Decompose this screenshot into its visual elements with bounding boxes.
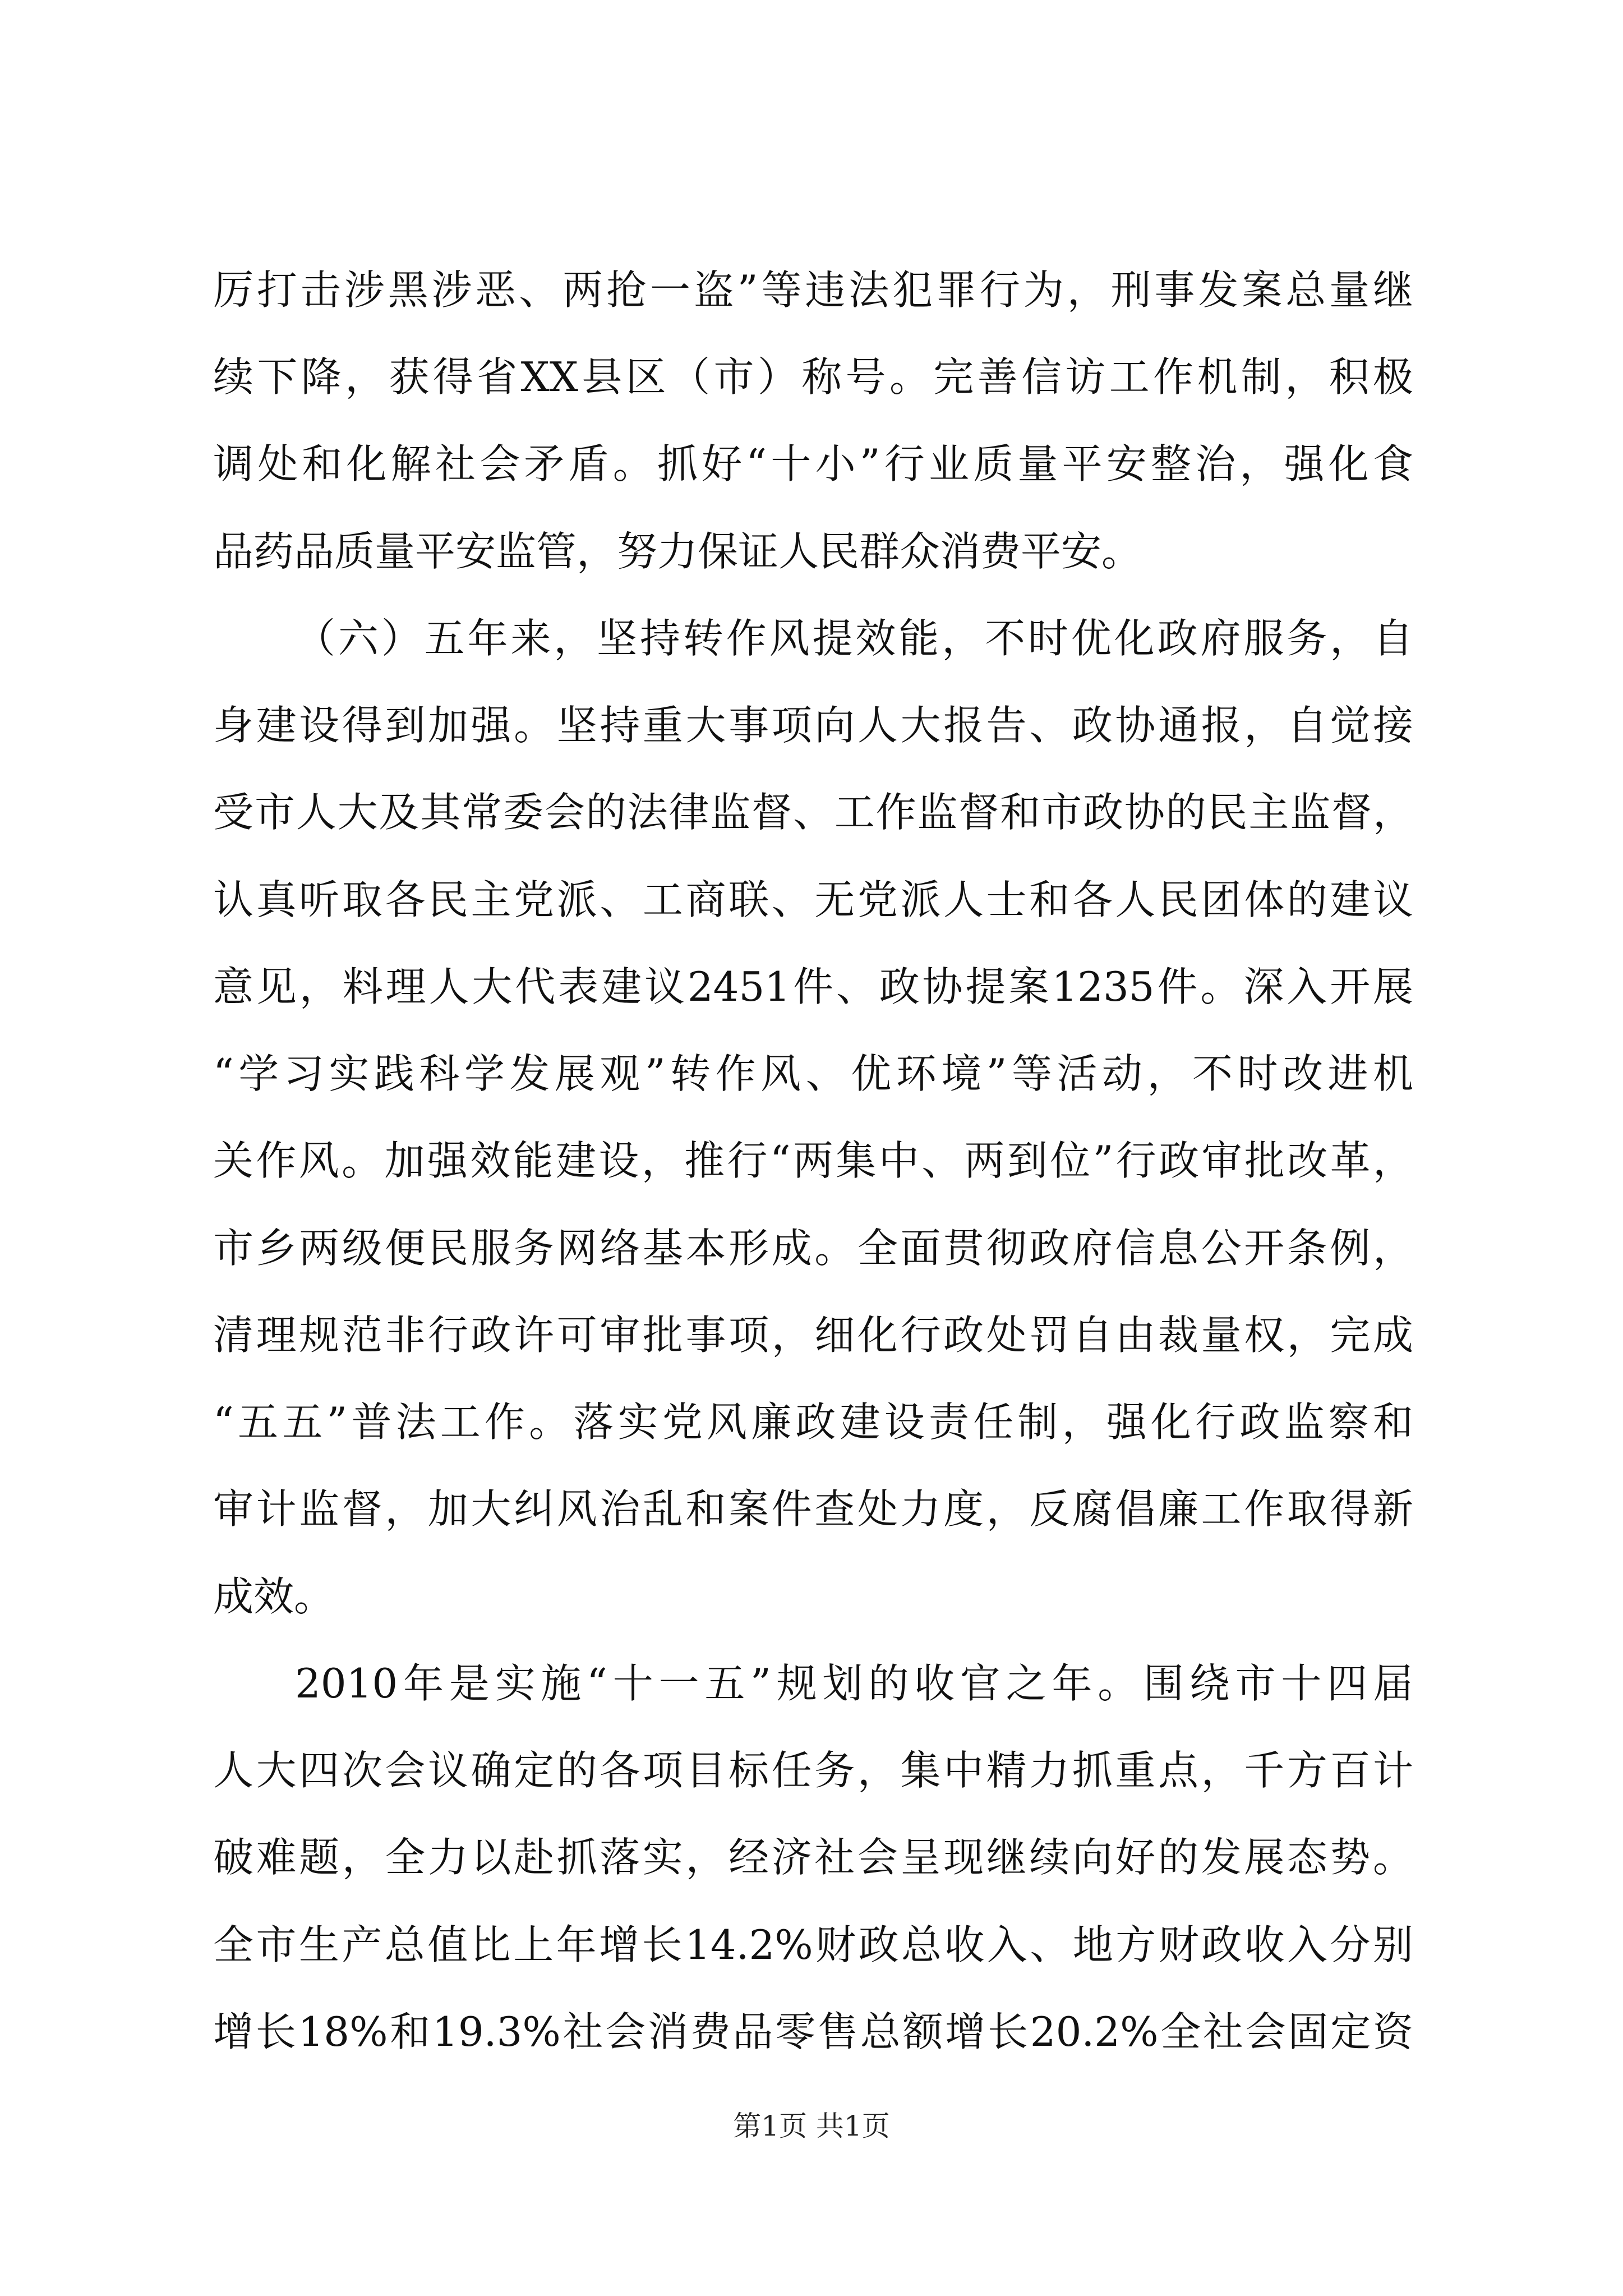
paragraph-line: [0, 857, 1623, 944]
paragraph-line: [0, 1553, 1623, 1640]
paragraph-line: [0, 1030, 1623, 1117]
paragraph-line: [0, 508, 1623, 595]
line-text: 受市人大及其常委会的法律监督、工作监督和市政协的民主监督，: [213, 789, 1413, 836]
paragraph-line: [0, 1727, 1623, 1814]
line-text: 厉打击涉黑涉恶、两抢一盗”等违法犯罪行为，刑事发案总量继: [213, 266, 1413, 314]
line-text: 全市生产总值比上年增长14.2%财政总收入、地方财政收入分别: [213, 1921, 1413, 1968]
line-text: 品药品质量平安监管，努力保证人民群众消费平安。: [213, 527, 1142, 575]
line-text: 人大四次会议确定的各项目标任务，集中精力抓重点，千方百计: [213, 1747, 1413, 1795]
line-text: 破难题，全力以赴抓落实，经济社会呈现继续向好的发展态势。: [213, 1834, 1413, 1881]
line-text: 意见，料理人大代表建议2451件、政协提案1235件。深入开展: [213, 963, 1413, 1010]
paragraph-line: [0, 334, 1623, 421]
page-footer: 第1页 共1页: [733, 2110, 890, 2142]
paragraph-line: [0, 1989, 1623, 2076]
paragraph-line: [0, 1640, 1623, 1727]
paragraph-line: [0, 1117, 1623, 1204]
line-text: 调处和化解社会矛盾。抓好“十小”行业质量平安整治，强化食: [213, 440, 1413, 488]
paragraph-line: [0, 1466, 1623, 1553]
paragraph-line: [0, 1814, 1623, 1901]
paragraph-line: [0, 682, 1623, 769]
line-text: 成效。: [213, 1572, 335, 1620]
paragraph-line: [0, 1292, 1623, 1379]
line-text: 市乡两级便民服务网络基本形成。全面贯彻政府信息公开条例，: [213, 1224, 1413, 1272]
paragraph-line: [0, 1205, 1623, 1292]
paragraph-line: [0, 421, 1623, 508]
line-text: 关作风。加强效能建设，推行“两集中、两到位”行政审批改革，: [213, 1137, 1413, 1185]
line-text: 身建设得到加强。坚持重大事项向人大报告、政协通报，自觉接: [213, 702, 1413, 749]
line-text: 认真听取各民主党派、工商联、无党派人士和各人民团体的建议: [213, 876, 1413, 923]
paragraph-line: [0, 944, 1623, 1030]
paragraph-line: [0, 247, 1623, 334]
line-text: “学习实践科学发展观”转作风、优环境”等活动，不时改进机: [213, 1050, 1413, 1098]
line-text: “五五”普法工作。落实党风廉政建设责任制，强化行政监察和: [213, 1398, 1413, 1446]
line-text: 增长18%和19.3%社会消费品零售总额增长20.2%全社会固定资: [213, 2008, 1413, 2055]
paragraph-line: [0, 1379, 1623, 1466]
line-text: 审计监督，加大纠风治乱和案件查处力度，反腐倡廉工作取得新: [213, 1485, 1413, 1533]
line-text: 2010年是实施“十一五”规划的收官之年。围绕市十四届: [295, 1659, 1413, 1707]
line-text: 续下降，获得省XX县区（市）称号。完善信访工作机制，积极: [213, 353, 1413, 401]
line-text: （六）五年来，坚持转作风提效能，不时优化政府服务，自: [295, 614, 1413, 662]
paragraph-line: [0, 769, 1623, 856]
paragraph-line: [0, 1902, 1623, 1989]
line-text: 清理规范非行政许可审批事项，细化行政处罚自由裁量权，完成: [213, 1311, 1413, 1359]
paragraph-line: [0, 595, 1623, 682]
